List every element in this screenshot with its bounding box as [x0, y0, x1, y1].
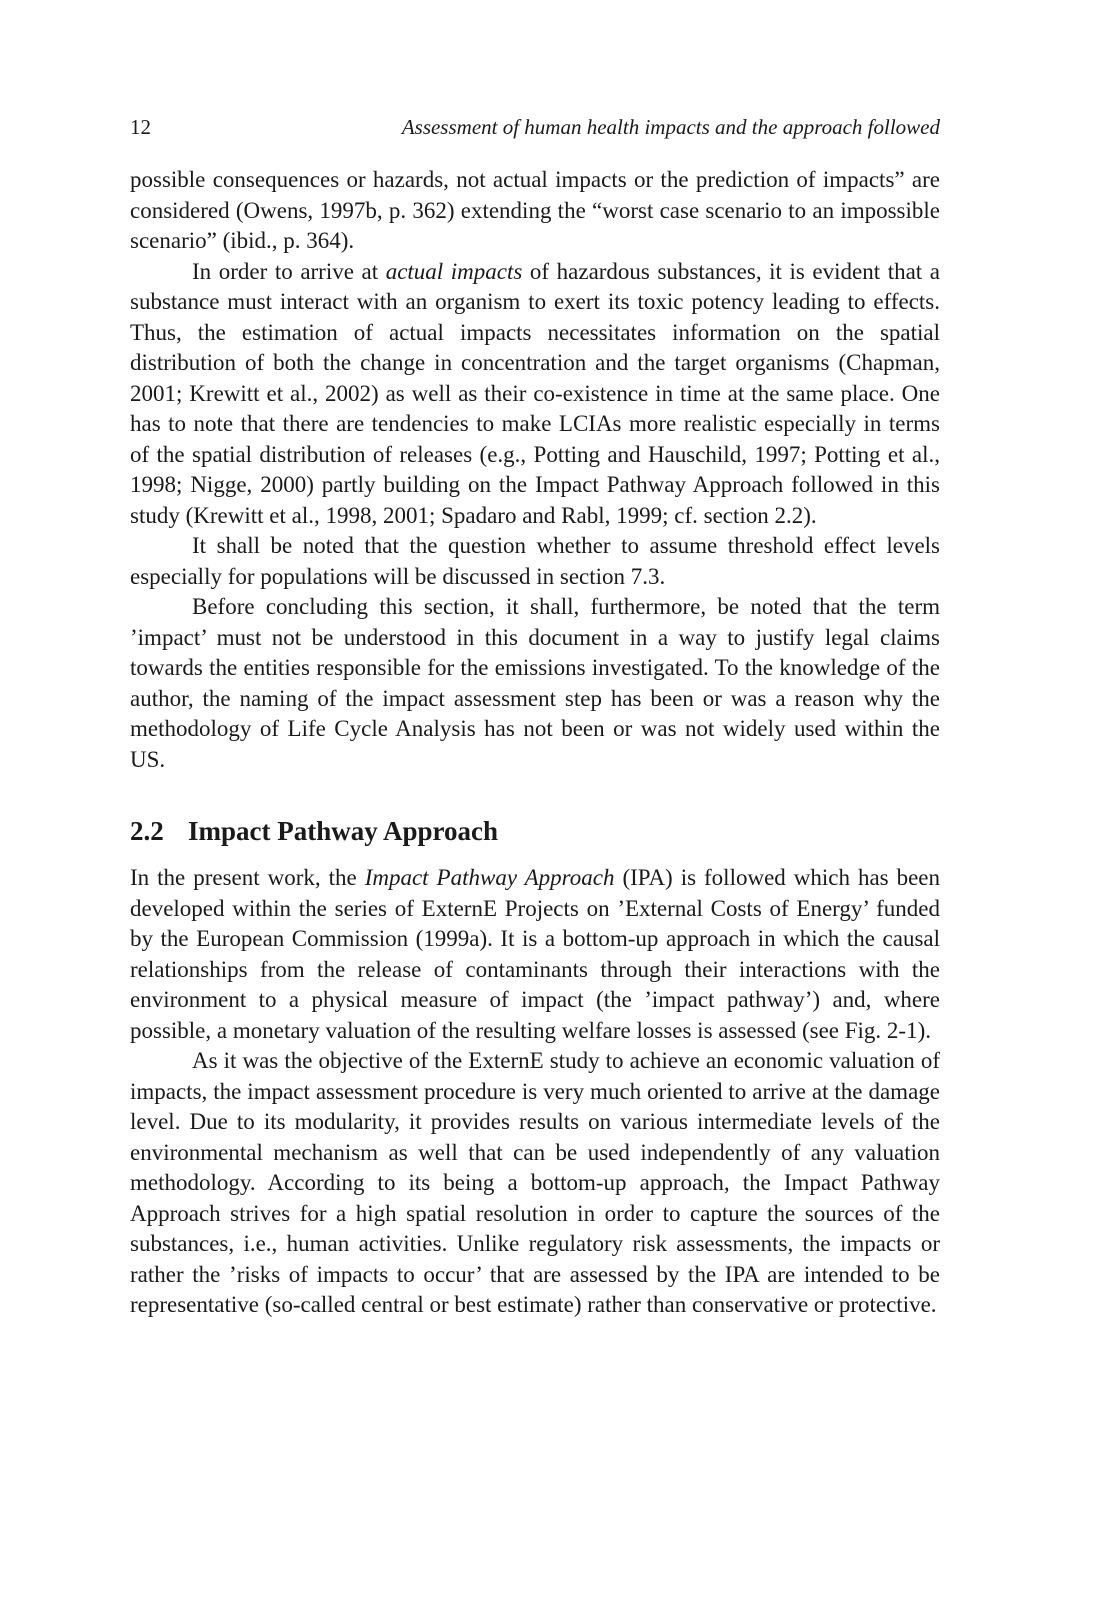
paragraph-ipa-intro	[130, 863, 940, 1046]
text-run: In the present work, the	[130, 865, 365, 890]
page-number: 12	[130, 115, 151, 139]
running-header	[130, 112, 940, 142]
paragraph-continued: possible consequences or hazards, not actual impacts or the prediction of impacts” are considered (Owens, 1997b, p. 362) extending the “worst case scenario to an impossible scenario” (ibid., p. 364).	[130, 167, 940, 253]
running-title: Assessment of human health impacts and the approach followed	[401, 115, 940, 139]
paragraph-actual-impacts	[130, 257, 940, 532]
paragraph-impact-term: Before concluding this section, it shall, furthermore, be noted that the term ’impact’ must not be understood in this document in a way to justify legal claims towards the entities responsible for the emissions investigated. To the knowledge of the author, the naming of the impact assessment step has been or was a reason why the methodology of Life Cycle Analysis has not been or was not widely used within the US.	[130, 594, 940, 772]
emphasis-impact-pathway-approach: Impact Pathway Approach	[364, 865, 615, 890]
paragraph-externe-objective: As it was the objective of the ExternE study to achieve an economic valuation of impacts, the impact assessment procedure is very much oriented to arrive at the damage level. Due to its modularity, it provides results on various intermediate levels of the environmental mechanism as well that can be used independently of any valuation methodology. According to its being a bottom-up approach, the Impact Pathway Approach strives for a high spatial resolution in order to capture the sources of the substances, i.e., human activities. Unlike regulatory risk assessments, the impacts or rather the ’risks of impacts to occur’ that are assessed by the IPA are intended to be representative (so-called central or best estimate) rather than conservative or protective.	[130, 1048, 940, 1317]
text-run: of hazardous substances, it is evident that a substance must interact with an organism to exert its toxic potency leading to effects. Thus, the estimation of actual impacts necessitates information on the spatial distribution of both the change in concentration and the target organisms (Chapman, 2001; Krewitt et al., 2002) as well as their co-existence in time at the same place. One has to note that there are tendencies to make LCIAs more realistic especially in terms of the spatial distribution of releases (e.g., Potting and Hauschild, 1997; Potting et al., 1998; Nigge, 2000) partly building on the Impact Pathway Approach followed in this study (Krewitt et al., 1998, 2001; Spadaro and Rabl, 1999; cf. section 2.2).	[130, 258, 940, 528]
section-title: Impact Pathway Approach	[188, 816, 499, 846]
text-run: (IPA) is followed which has been developed within the series of ExternE Projects on ’External Costs of Energy’ funded by the European Commission (1999a). It is a bottom-up approach in which the causal relationships from the release of contaminants through their interactions with the environment to a physical measure of impact (the ’impact pathway’) and, where possible, a monetary valuation of the resulting welfare losses is assessed (see Fig. 2-1).	[130, 865, 941, 1043]
text-run: In order to arrive at	[192, 258, 386, 284]
section-number: 2.2	[130, 816, 164, 846]
body-text	[130, 165, 940, 1321]
section-heading	[130, 813, 940, 849]
emphasis-actual-impacts: actual impacts	[385, 258, 523, 284]
paragraph-threshold: It shall be noted that the question whether to assume threshold effect levels especially for populations will be discussed in section 7.3.	[130, 533, 940, 589]
